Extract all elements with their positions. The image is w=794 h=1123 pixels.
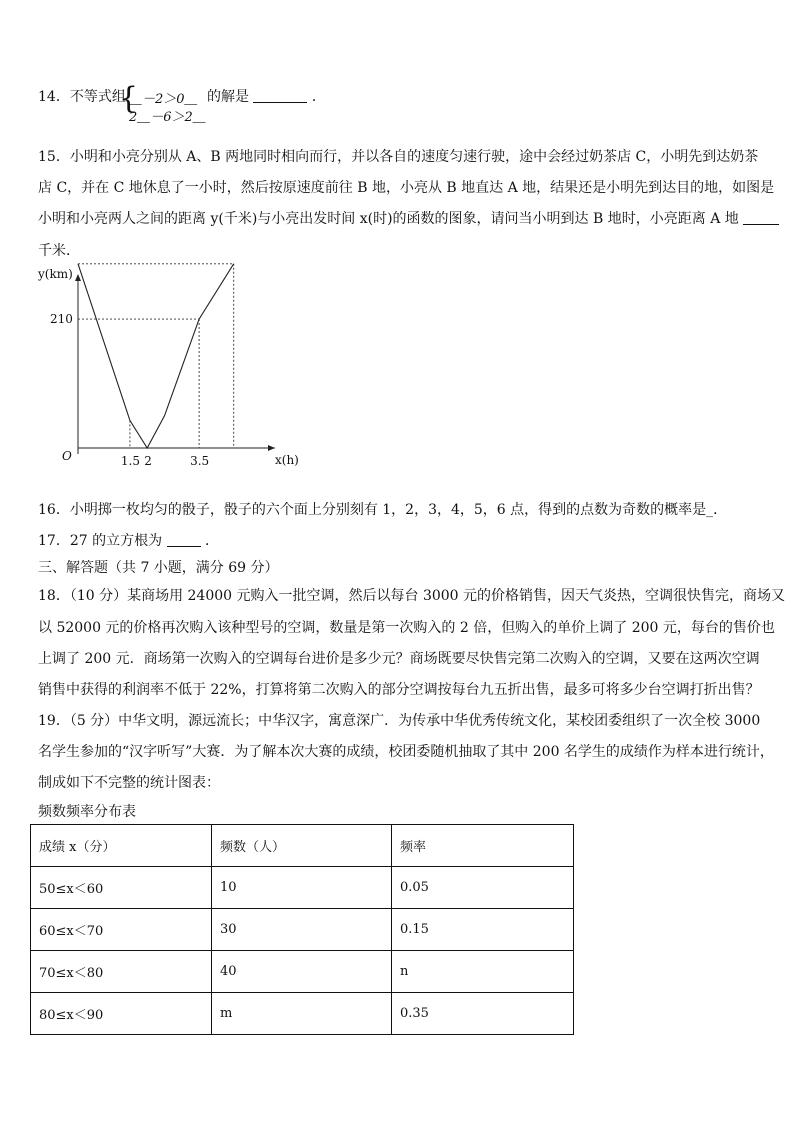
x-tick-label: 1.5 (120, 454, 140, 468)
y-axis-arrow-icon (75, 274, 81, 281)
q15-line-1: 15．小明和小亮分别从 A、B 两地同时相向而行，并以各自的速度匀速行驶，途中会经过奶茶店 C，小明先到达奶茶 (38, 149, 759, 165)
answer-blank (253, 88, 307, 103)
y-axis-label: y(km) (38, 267, 73, 281)
frequency-table (30, 824, 574, 1035)
q14-prefix: 14．不等式组 (38, 89, 126, 105)
q14-inequality-2: 2＿－6＞2＿ (129, 110, 206, 125)
q18-line-2: 以 52000 元的价格再次购入该种型号的空调，数量是第一次购入的 2 倍，但购入的单价上调了 200 元，每台的售价也 (38, 620, 775, 636)
q17-end: ． (205, 533, 219, 549)
q16-line: 16．小明掷一枚均匀的骰子，骰子的六个面上分别刻有 1，2，3，4，5，6 点，得到的点数为奇数的概率是_． (38, 502, 728, 518)
table-cell: n (392, 951, 574, 993)
answer-blank (167, 532, 201, 547)
table-cell: 0.15 (392, 909, 574, 951)
table-cell: 30 (212, 909, 392, 951)
table-cell: 60≤x＜70 (31, 909, 212, 951)
q14-inequality-1: ＿－2＞0＿ (129, 92, 198, 107)
q15-line-4: 千米． (38, 243, 80, 259)
x-axis-arrow-icon (268, 445, 275, 451)
table-row (31, 867, 574, 909)
x-tick-label: 3.5 (190, 454, 210, 468)
q14-line (38, 86, 126, 106)
table-header-cell: 频率 (392, 825, 574, 867)
q14-end: ． (311, 89, 326, 105)
q15-line-3-text: 小明和小亮两人之间的距离 y(千米)与小亮出发时间 x(时)的函数的图象，请问当小明到达 B 地时，小亮距离 A 地 (38, 211, 739, 227)
y-tick-label: 210 (50, 312, 73, 327)
q19-line-1: 19．（5 分）中华文明，源远流长；中华汉字，寓意深广．为传承中华优秀传统文化，某校团委组织了一次全校 3000 (38, 713, 761, 729)
table-cell: 0.05 (392, 867, 574, 909)
q15-line-2: 店 C，并在 C 地休息了一小时，然后按原速度前往 B 地，小亮从 B 地直达 A 地，结果还是小明先到达目的地，如图是 (38, 180, 775, 196)
table-cell: 50≤x＜60 (31, 867, 212, 909)
q18-line-3: 上调了 200 元．商场第一次购入的空调每台进价是多少元？商场既要尽快售完第二次购入的空调，又要在这两次空调 (38, 651, 760, 667)
table-row (31, 951, 574, 993)
table-cell: 70≤x＜80 (31, 951, 212, 993)
series-line (78, 264, 234, 448)
table-cell: 80≤x＜90 (31, 993, 212, 1035)
section-heading: 三、解答题（共 7 小题，满分 69 分） (38, 560, 279, 576)
q15-line-3 (38, 208, 779, 228)
table-row (31, 993, 574, 1035)
axes (75, 274, 275, 454)
brace-symbol: { (119, 81, 139, 116)
table-header-cell: 频数（人） (212, 825, 392, 867)
table-row (31, 909, 574, 951)
table-header-cell: 成绩 x（分） (31, 825, 212, 867)
origin-label: O (62, 449, 72, 463)
q19-line-2: 名学生参加的“汉字听写”大赛．为了解本次大赛的成绩，校团委随机抽取了其中 200 名学生的成绩作为样本进行统计， (38, 744, 774, 760)
answer-blank (743, 210, 779, 225)
q14-tail (207, 86, 326, 106)
q18-line-4: 销售中获得的利润率不低于 22%，打算将第二次购入的部分空调按每台九五折出售，最多可将多少台空调打折出售？ (38, 682, 760, 698)
axis-labels (37, 267, 299, 468)
x-tick-label: 2 (144, 454, 152, 468)
table-header-row (31, 825, 574, 867)
table-cell: m (212, 993, 392, 1035)
guide-lines (78, 264, 234, 448)
q19-line-3: 制成如下不完整的统计图表： (38, 775, 220, 791)
series-group (78, 264, 234, 448)
table-cell: 0.35 (392, 993, 574, 1035)
q18-line-1: 18．（10 分）某商场用 24000 元购入一批空调，然后以每台 3000 元的价格销售，因天气炎热，空调很快售完，商场又 (38, 588, 786, 604)
table-cell: 40 (212, 951, 392, 993)
table-title: 频数频率分布表 (38, 804, 136, 820)
q17-line (38, 530, 219, 550)
q14-suffix: 的解是 (207, 89, 249, 105)
q17-prefix: 17．27 的立方根为 (38, 533, 163, 549)
table-cell: 10 (212, 867, 392, 909)
distance-time-graph (30, 262, 320, 477)
x-axis-label: x(h) (275, 453, 299, 467)
